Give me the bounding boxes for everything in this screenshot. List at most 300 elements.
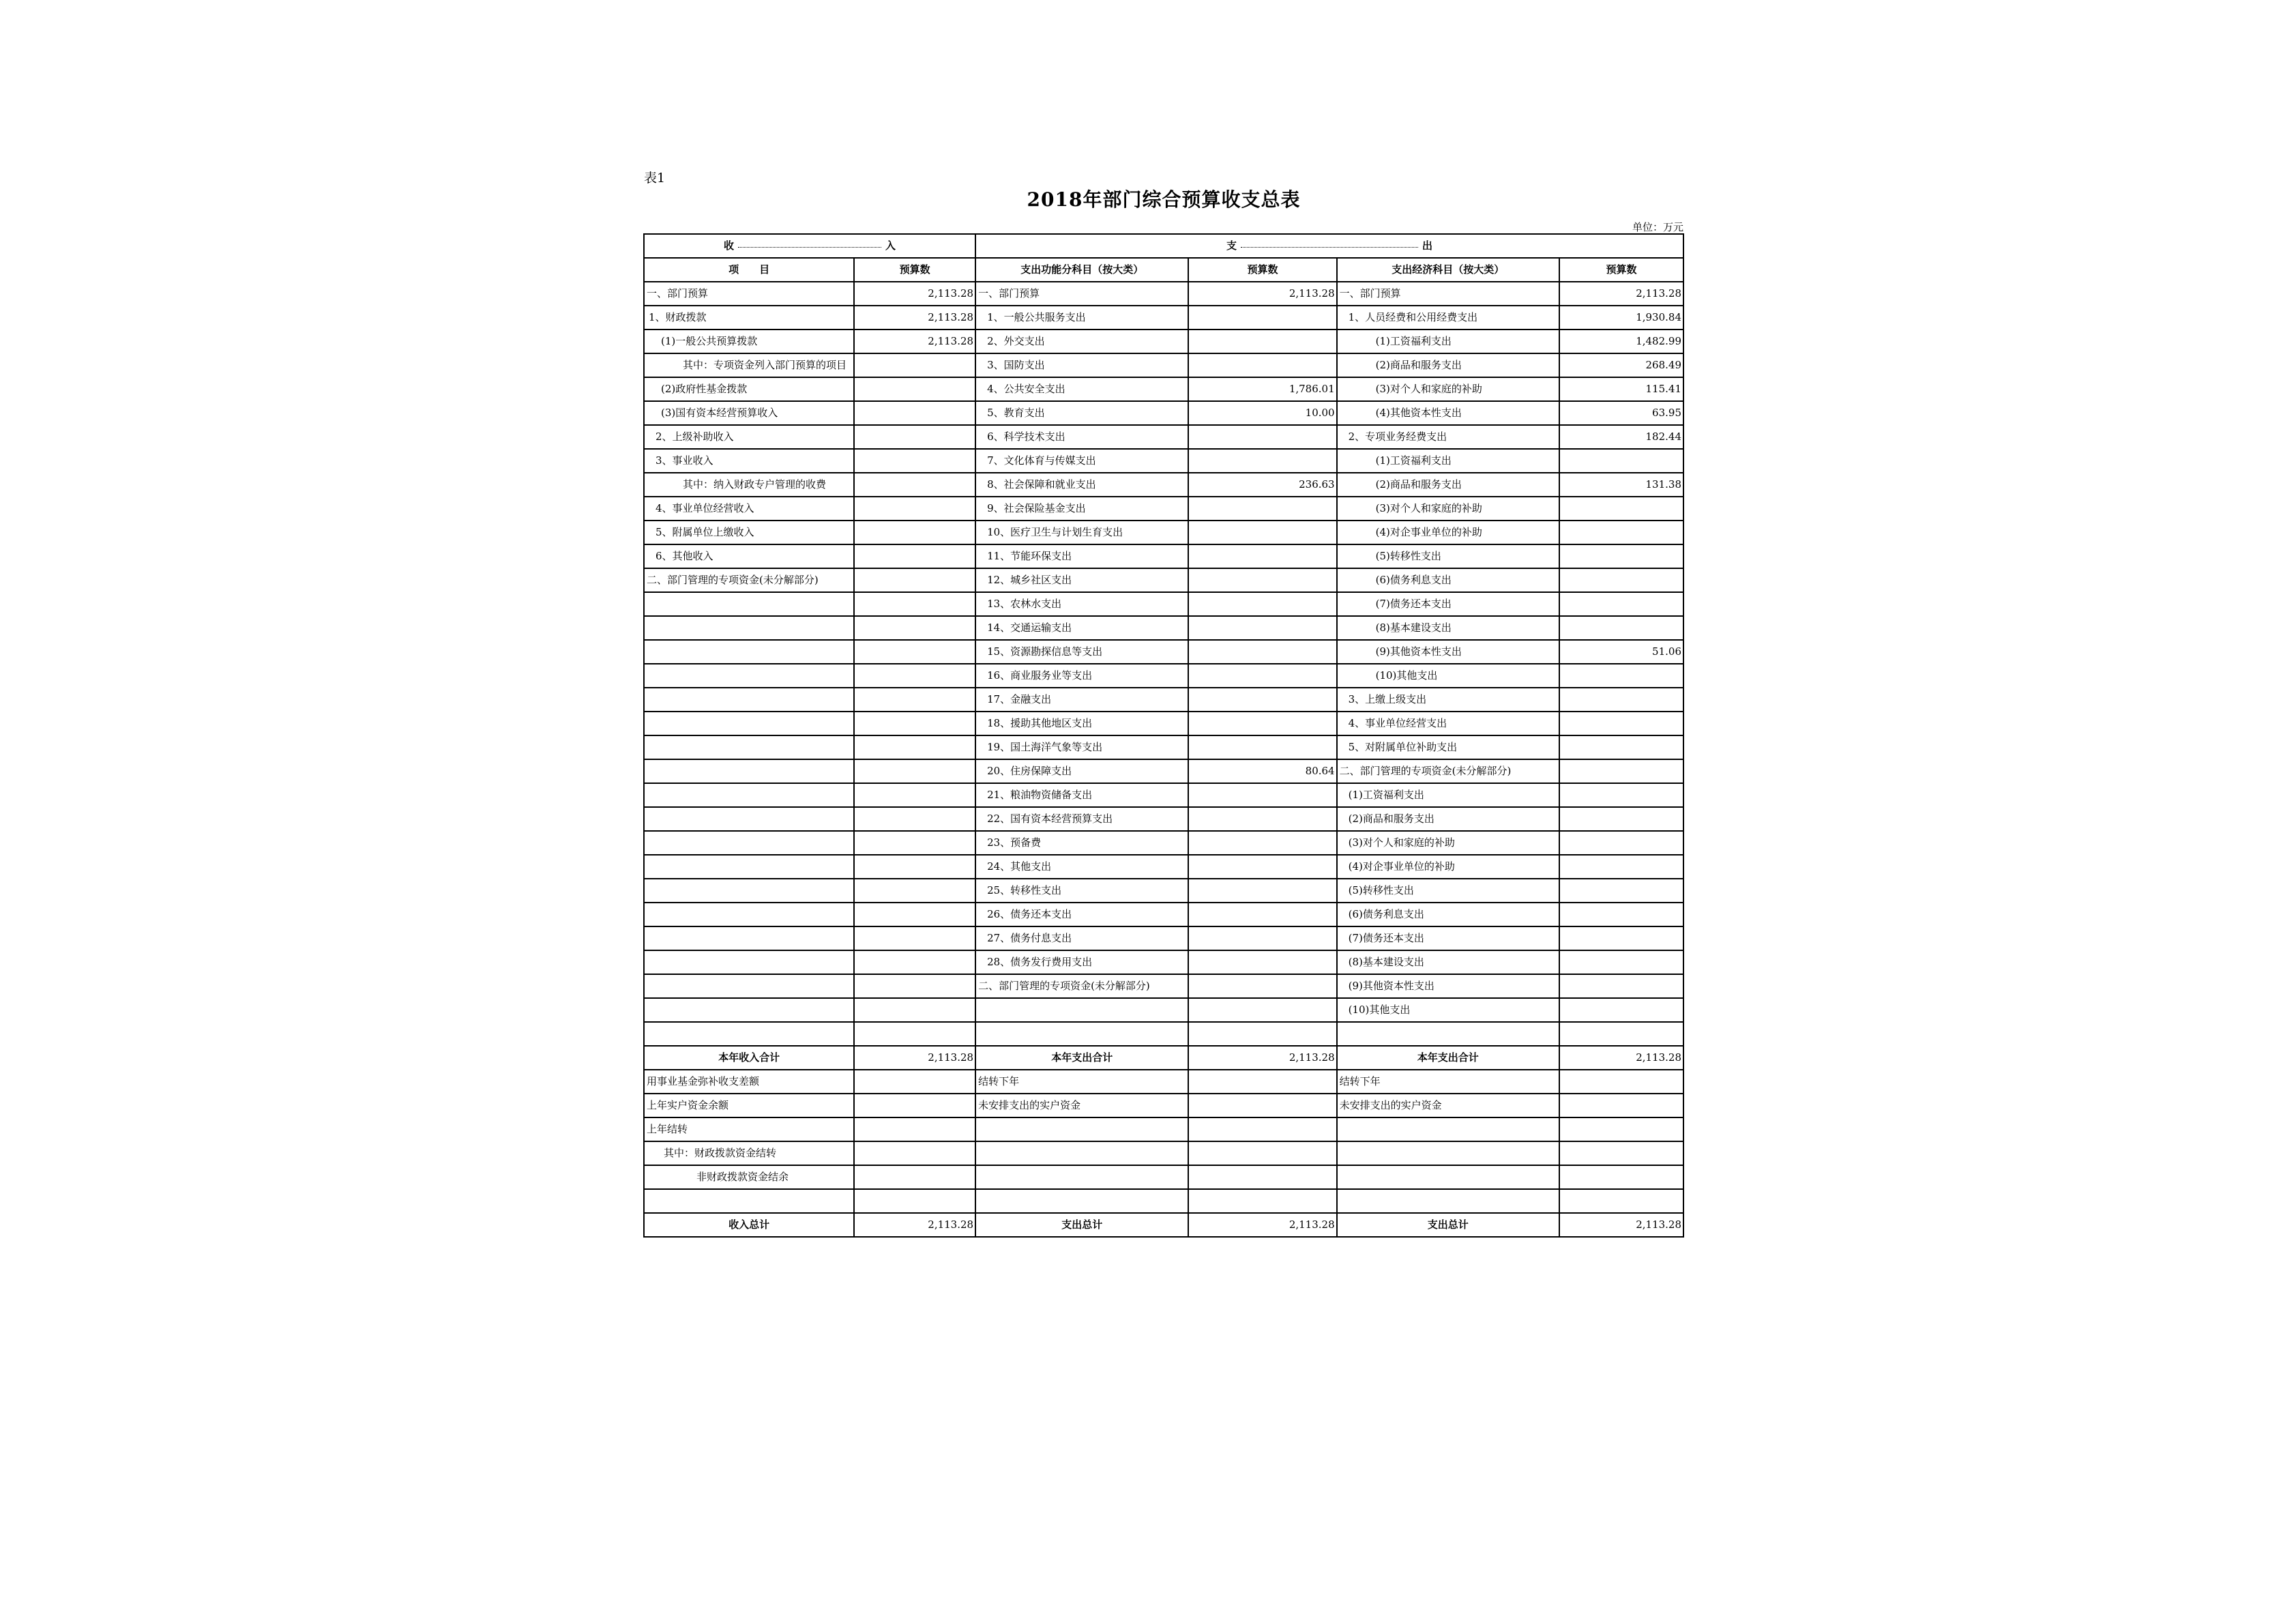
function-item-cell: 21、粮油物资储备支出 — [975, 783, 1188, 807]
budget-amount-cell: 2,113.28 — [854, 306, 975, 330]
economic-item-cell: (3)对个人和家庭的补助 — [1337, 497, 1559, 521]
function-item-cell: 8、社会保障和就业支出 — [975, 473, 1188, 497]
table-row — [644, 401, 1683, 425]
income-item-cell — [644, 712, 854, 735]
budget-amount-cell — [1188, 640, 1336, 664]
budget-amount-cell — [854, 1094, 975, 1117]
function-item-cell: 本年支出合计 — [975, 1046, 1188, 1070]
income-item-cell — [644, 1022, 854, 1046]
table-row — [644, 712, 1683, 735]
economic-item-cell: 一、部门预算 — [1337, 282, 1559, 306]
economic-item-cell: 二、部门管理的专项资金(未分解部分) — [1337, 759, 1559, 783]
economic-item-cell: (1)工资福利支出 — [1337, 783, 1559, 807]
economic-item-cell: 未安排支出的实户资金 — [1337, 1094, 1559, 1117]
budget-amount-cell: 2,113.28 — [854, 282, 975, 306]
budget-amount-cell — [854, 521, 975, 544]
budget-amount-cell — [1559, 831, 1683, 855]
income-item-cell — [644, 831, 854, 855]
function-item-cell: 23、预备费 — [975, 831, 1188, 855]
income-header-label: 收 — [724, 239, 735, 252]
table-row — [644, 1189, 1683, 1213]
table-row — [644, 855, 1683, 879]
budget-amount-cell — [1188, 998, 1336, 1022]
table-row — [644, 568, 1683, 592]
table-row — [644, 377, 1683, 401]
function-item-cell — [975, 1189, 1188, 1213]
economic-item-cell: 结转下年 — [1337, 1070, 1559, 1094]
table-row — [644, 688, 1683, 712]
function-item-cell: 24、其他支出 — [975, 855, 1188, 879]
income-item-cell — [644, 616, 854, 640]
budget-amount-cell — [1559, 1141, 1683, 1165]
table-row — [644, 903, 1683, 926]
table-row — [644, 1141, 1683, 1165]
economic-item-cell: (3)对个人和家庭的补助 — [1337, 377, 1559, 401]
function-item-cell — [975, 1141, 1188, 1165]
budget-amount-cell — [854, 950, 975, 974]
budget-amount-cell — [854, 879, 975, 903]
budget-amount-cell — [1559, 1070, 1683, 1094]
table-row — [644, 926, 1683, 950]
table-row — [644, 1213, 1683, 1237]
function-item-cell: 17、金融支出 — [975, 688, 1188, 712]
budget-amount-cell: 2,113.28 — [854, 1213, 975, 1237]
income-item-cell: 1、财政拨款 — [644, 306, 854, 330]
column-header: 支出经济科目（按大类） — [1337, 258, 1559, 282]
column-header: 预算数 — [854, 258, 975, 282]
economic-item-cell: (1)工资福利支出 — [1337, 449, 1559, 473]
economic-item-cell: (8)基本建设支出 — [1337, 950, 1559, 974]
budget-amount-cell — [1559, 759, 1683, 783]
budget-amount-cell: 268.49 — [1559, 353, 1683, 377]
economic-item-cell: 支出总计 — [1337, 1213, 1559, 1237]
budget-amount-cell — [1188, 1165, 1336, 1189]
income-item-cell: (2)政府性基金拨款 — [644, 377, 854, 401]
budget-amount-cell — [854, 926, 975, 950]
budget-amount-cell — [854, 1070, 975, 1094]
budget-amount-cell — [854, 353, 975, 377]
budget-amount-cell — [1188, 306, 1336, 330]
budget-amount-cell — [1188, 449, 1336, 473]
function-item-cell: 26、债务还本支出 — [975, 903, 1188, 926]
column-header: 支出功能分科目（按大类） — [975, 258, 1188, 282]
table-body — [644, 282, 1683, 1237]
economic-item-cell — [1337, 1117, 1559, 1141]
document-title: 2018年部门综合预算收支总表 — [1027, 188, 1301, 211]
income-item-cell — [644, 974, 854, 998]
budget-amount-cell: 2,113.28 — [1188, 282, 1336, 306]
economic-item-cell — [1337, 1141, 1559, 1165]
income-item-cell — [644, 592, 854, 616]
economic-item-cell: 2、专项业务经费支出 — [1337, 425, 1559, 449]
income-item-cell: (1)一般公共预算拨款 — [644, 330, 854, 353]
budget-amount-cell — [1559, 1189, 1683, 1213]
column-header: 预算数 — [1559, 258, 1683, 282]
budget-amount-cell — [1559, 783, 1683, 807]
table-row — [644, 282, 1683, 306]
budget-amount-cell — [1559, 807, 1683, 831]
table-row — [644, 664, 1683, 688]
income-item-cell: 收入总计 — [644, 1213, 854, 1237]
budget-amount-cell: 2,113.28 — [1559, 1213, 1683, 1237]
budget-amount-cell — [1559, 1022, 1683, 1046]
budget-amount-cell — [854, 712, 975, 735]
budget-amount-cell — [1188, 903, 1336, 926]
income-item-cell — [644, 950, 854, 974]
budget-amount-cell — [1559, 497, 1683, 521]
budget-amount-cell — [1559, 855, 1683, 879]
function-item-cell: 二、部门管理的专项资金(未分解部分) — [975, 974, 1188, 998]
budget-amount-cell — [1188, 1094, 1336, 1117]
table-row — [644, 879, 1683, 903]
budget-amount-cell — [1559, 664, 1683, 688]
budget-amount-cell: 2,113.28 — [854, 330, 975, 353]
budget-amount-cell — [854, 544, 975, 568]
table-row — [644, 807, 1683, 831]
function-item-cell — [975, 998, 1188, 1022]
budget-amount-cell — [854, 998, 975, 1022]
income-item-cell — [644, 903, 854, 926]
function-item-cell: 6、科学技术支出 — [975, 425, 1188, 449]
budget-amount-cell — [1559, 688, 1683, 712]
table-row — [644, 330, 1683, 353]
table-row — [644, 1117, 1683, 1141]
unit-label: 单位：万元 — [1632, 221, 1683, 233]
table-row — [644, 1046, 1683, 1070]
table-row — [644, 473, 1683, 497]
economic-item-cell: (6)债务利息支出 — [1337, 903, 1559, 926]
budget-amount-cell — [854, 473, 975, 497]
budget-amount-cell — [854, 855, 975, 879]
income-item-cell — [644, 807, 854, 831]
table-row — [644, 831, 1683, 855]
function-item-cell: 3、国防支出 — [975, 353, 1188, 377]
economic-item-cell: 3、上缴上级支出 — [1337, 688, 1559, 712]
table-row — [644, 640, 1683, 664]
income-item-cell: 二、部门管理的专项资金(未分解部分) — [644, 568, 854, 592]
economic-item-cell: (9)其他资本性支出 — [1337, 974, 1559, 998]
budget-amount-cell — [854, 1165, 975, 1189]
table-row — [644, 497, 1683, 521]
economic-item-cell: 4、事业单位经营支出 — [1337, 712, 1559, 735]
budget-amount-cell: 131.38 — [1559, 473, 1683, 497]
budget-amount-cell — [1559, 592, 1683, 616]
budget-amount-cell — [1559, 544, 1683, 568]
budget-amount-cell — [854, 616, 975, 640]
function-item-cell: 未安排支出的实户资金 — [975, 1094, 1188, 1117]
budget-amount-cell — [1559, 879, 1683, 903]
income-item-cell — [644, 998, 854, 1022]
economic-item-cell: (2)商品和服务支出 — [1337, 353, 1559, 377]
function-item-cell — [975, 1117, 1188, 1141]
table-row — [644, 759, 1683, 783]
economic-item-cell: (5)转移性支出 — [1337, 879, 1559, 903]
function-item-cell: 19、国土海洋气象等支出 — [975, 735, 1188, 759]
budget-amount-cell — [1188, 855, 1336, 879]
income-header-tail: 入 — [885, 239, 896, 252]
income-item-cell — [644, 688, 854, 712]
budget-amount-cell — [1188, 425, 1336, 449]
budget-amount-cell — [1188, 1117, 1336, 1141]
function-item-cell: 7、文化体育与传媒支出 — [975, 449, 1188, 473]
income-item-cell: 本年收入合计 — [644, 1046, 854, 1070]
budget-amount-cell — [1188, 616, 1336, 640]
budget-amount-cell — [854, 664, 975, 688]
function-item-cell: 11、节能环保支出 — [975, 544, 1188, 568]
budget-amount-cell — [1188, 735, 1336, 759]
column-header: 项 目 — [644, 258, 854, 282]
budget-amount-cell: 2,113.28 — [1188, 1213, 1336, 1237]
budget-amount-cell: 80.64 — [1188, 759, 1336, 783]
table-row — [644, 544, 1683, 568]
budget-amount-cell — [854, 1141, 975, 1165]
function-item-cell: 支出总计 — [975, 1213, 1188, 1237]
income-item-cell — [644, 1189, 854, 1213]
budget-amount-cell — [854, 377, 975, 401]
economic-item-cell: (5)转移性支出 — [1337, 544, 1559, 568]
budget-amount-cell: 115.41 — [1559, 377, 1683, 401]
economic-item-cell: (4)对企事业单位的补助 — [1337, 521, 1559, 544]
budget-amount-cell — [1188, 330, 1336, 353]
function-item-cell: 28、债务发行费用支出 — [975, 950, 1188, 974]
budget-amount-cell — [854, 1117, 975, 1141]
table-row — [644, 1165, 1683, 1189]
economic-item-cell: (7)债务还本支出 — [1337, 592, 1559, 616]
budget-amount-cell — [1559, 903, 1683, 926]
economic-item-cell: (9)其他资本性支出 — [1337, 640, 1559, 664]
budget-amount-cell — [1559, 1165, 1683, 1189]
budget-amount-cell — [1559, 449, 1683, 473]
income-item-cell — [644, 735, 854, 759]
income-item-cell: 其中：纳入财政专户管理的收费 — [644, 473, 854, 497]
budget-amount-cell — [1559, 1117, 1683, 1141]
budget-amount-cell — [854, 592, 975, 616]
function-item-cell: 5、教育支出 — [975, 401, 1188, 425]
income-item-cell — [644, 664, 854, 688]
function-item-cell: 14、交通运输支出 — [975, 616, 1188, 640]
table-number-label: 表1 — [644, 171, 666, 186]
table-row — [644, 449, 1683, 473]
table-row — [644, 783, 1683, 807]
budget-amount-cell — [1559, 950, 1683, 974]
function-item-cell — [975, 1022, 1188, 1046]
economic-item-cell: 5、对附属单位补助支出 — [1337, 735, 1559, 759]
function-item-cell: 2、外交支出 — [975, 330, 1188, 353]
income-item-cell: 其中：财政拨款资金结转 — [644, 1141, 854, 1165]
function-item-cell: 22、国有资本经营预算支出 — [975, 807, 1188, 831]
budget-amount-cell — [1188, 974, 1336, 998]
dotted-leader — [1241, 246, 1418, 248]
income-item-cell: (3)国有资本经营预算收入 — [644, 401, 854, 425]
economic-item-cell: (2)商品和服务支出 — [1337, 473, 1559, 497]
economic-item-cell: (3)对个人和家庭的补助 — [1337, 831, 1559, 855]
dotted-leader — [738, 246, 881, 248]
income-item-cell: 上年结转 — [644, 1117, 854, 1141]
table-row — [644, 1094, 1683, 1117]
budget-amount-cell — [1188, 592, 1336, 616]
budget-amount-cell — [1559, 712, 1683, 735]
function-item-cell: 18、援助其他地区支出 — [975, 712, 1188, 735]
budget-amount-cell: 2,113.28 — [1188, 1046, 1336, 1070]
function-item-cell: 20、住房保障支出 — [975, 759, 1188, 783]
budget-amount-cell — [854, 568, 975, 592]
economic-item-cell: (1)工资福利支出 — [1337, 330, 1559, 353]
function-item-cell: 10、医疗卫生与计划生育支出 — [975, 521, 1188, 544]
table-row — [644, 974, 1683, 998]
budget-amount-cell — [1559, 998, 1683, 1022]
budget-amount-cell — [854, 831, 975, 855]
income-item-cell: 3、事业收入 — [644, 449, 854, 473]
budget-amount-cell — [1188, 807, 1336, 831]
budget-amount-cell — [854, 1189, 975, 1213]
income-item-cell: 非财政拨款资金结余 — [644, 1165, 854, 1189]
income-item-cell: 2、上级补助收入 — [644, 425, 854, 449]
budget-amount-cell — [1559, 616, 1683, 640]
economic-item-cell: (10)其他支出 — [1337, 998, 1559, 1022]
function-item-cell: 27、债务付息支出 — [975, 926, 1188, 950]
function-item-cell: 16、商业服务业等支出 — [975, 664, 1188, 688]
budget-amount-cell — [854, 783, 975, 807]
budget-amount-cell: 63.95 — [1559, 401, 1683, 425]
budget-amount-cell — [854, 807, 975, 831]
table-row — [644, 735, 1683, 759]
budget-amount-cell — [1188, 688, 1336, 712]
budget-amount-cell: 10.00 — [1188, 401, 1336, 425]
column-header-row — [644, 258, 1683, 282]
budget-amount-cell: 2,113.28 — [854, 1046, 975, 1070]
budget-amount-cell — [854, 425, 975, 449]
function-item-cell — [975, 1165, 1188, 1189]
budget-amount-cell — [854, 640, 975, 664]
function-item-cell: 15、资源勘探信息等支出 — [975, 640, 1188, 664]
budget-amount-cell — [1188, 521, 1336, 544]
economic-item-cell: (4)其他资本性支出 — [1337, 401, 1559, 425]
budget-amount-cell — [854, 401, 975, 425]
expenditure-header-tail: 出 — [1422, 239, 1433, 252]
budget-amount-cell: 1,482.99 — [1559, 330, 1683, 353]
budget-amount-cell — [854, 688, 975, 712]
budget-amount-cell — [1559, 926, 1683, 950]
budget-amount-cell — [1559, 521, 1683, 544]
budget-amount-cell: 236.63 — [1188, 473, 1336, 497]
income-item-cell: 4、事业单位经营收入 — [644, 497, 854, 521]
income-item-cell — [644, 855, 854, 879]
budget-amount-cell: 2,113.28 — [1559, 282, 1683, 306]
table-row — [644, 998, 1683, 1022]
budget-amount-cell — [1188, 664, 1336, 688]
table-row — [644, 353, 1683, 377]
table-row — [644, 1070, 1683, 1094]
function-item-cell: 1、一般公共服务支出 — [975, 306, 1188, 330]
function-item-cell: 4、公共安全支出 — [975, 377, 1188, 401]
budget-amount-cell — [1188, 926, 1336, 950]
economic-item-cell: (2)商品和服务支出 — [1337, 807, 1559, 831]
income-item-cell: 其中：专项资金列入部门预算的项目 — [644, 353, 854, 377]
table-row — [644, 306, 1683, 330]
budget-summary-table — [643, 233, 1684, 1238]
budget-amount-cell: 1,786.01 — [1188, 377, 1336, 401]
income-item-cell: 上年实户资金余额 — [644, 1094, 854, 1117]
economic-item-cell: (7)债务还本支出 — [1337, 926, 1559, 950]
economic-item-cell — [1337, 1022, 1559, 1046]
function-item-cell: 12、城乡社区支出 — [975, 568, 1188, 592]
budget-amount-cell — [854, 449, 975, 473]
economic-item-cell: (6)债务利息支出 — [1337, 568, 1559, 592]
budget-amount-cell — [1559, 1094, 1683, 1117]
income-item-cell: 用事业基金弥补收支差额 — [644, 1070, 854, 1094]
income-item-cell — [644, 879, 854, 903]
budget-amount-cell — [1188, 879, 1336, 903]
budget-amount-cell — [1188, 783, 1336, 807]
function-item-cell: 9、社会保险基金支出 — [975, 497, 1188, 521]
economic-item-cell: (4)对企事业单位的补助 — [1337, 855, 1559, 879]
function-item-cell: 25、转移性支出 — [975, 879, 1188, 903]
income-item-cell: 6、其他收入 — [644, 544, 854, 568]
budget-amount-cell — [1559, 735, 1683, 759]
budget-amount-cell — [1188, 1189, 1336, 1213]
budget-amount-cell: 51.06 — [1559, 640, 1683, 664]
table-row — [644, 521, 1683, 544]
income-item-cell: 5、附属单位上缴收入 — [644, 521, 854, 544]
function-item-cell: 结转下年 — [975, 1070, 1188, 1094]
economic-item-cell: (8)基本建设支出 — [1337, 616, 1559, 640]
income-item-cell: 一、部门预算 — [644, 282, 854, 306]
budget-amount-cell — [1188, 544, 1336, 568]
economic-item-cell: 本年支出合计 — [1337, 1046, 1559, 1070]
budget-amount-cell — [1188, 712, 1336, 735]
budget-amount-cell — [854, 1022, 975, 1046]
economic-item-cell — [1337, 1189, 1559, 1213]
income-item-cell — [644, 640, 854, 664]
budget-amount-cell — [854, 903, 975, 926]
budget-amount-cell — [854, 759, 975, 783]
budget-amount-cell — [1559, 974, 1683, 998]
expenditure-header-label: 支 — [1226, 239, 1237, 252]
income-section-header — [644, 234, 975, 258]
budget-amount-cell — [1188, 497, 1336, 521]
income-item-cell — [644, 926, 854, 950]
budget-amount-cell — [1188, 568, 1336, 592]
income-item-cell — [644, 759, 854, 783]
economic-item-cell — [1337, 1165, 1559, 1189]
column-header: 预算数 — [1188, 258, 1336, 282]
table-row — [644, 592, 1683, 616]
table-row — [644, 616, 1683, 640]
function-item-cell: 一、部门预算 — [975, 282, 1188, 306]
budget-amount-cell: 182.44 — [1559, 425, 1683, 449]
budget-amount-cell — [1188, 1022, 1336, 1046]
budget-amount-cell — [1188, 950, 1336, 974]
budget-amount-cell: 1,930.84 — [1559, 306, 1683, 330]
budget-amount-cell — [854, 735, 975, 759]
budget-amount-cell — [1188, 353, 1336, 377]
table-row — [644, 950, 1683, 974]
table-row — [644, 1022, 1683, 1046]
economic-item-cell: (10)其他支出 — [1337, 664, 1559, 688]
budget-amount-cell — [1188, 831, 1336, 855]
budget-amount-cell — [1559, 568, 1683, 592]
budget-amount-cell — [854, 974, 975, 998]
function-item-cell: 13、农林水支出 — [975, 592, 1188, 616]
expenditure-section-header — [975, 234, 1683, 258]
income-item-cell — [644, 783, 854, 807]
section-header-row — [644, 234, 1683, 258]
economic-item-cell: 1、人员经费和公用经费支出 — [1337, 306, 1559, 330]
budget-amount-cell — [1188, 1070, 1336, 1094]
table-row — [644, 425, 1683, 449]
budget-amount-cell: 2,113.28 — [1559, 1046, 1683, 1070]
budget-amount-cell — [854, 497, 975, 521]
